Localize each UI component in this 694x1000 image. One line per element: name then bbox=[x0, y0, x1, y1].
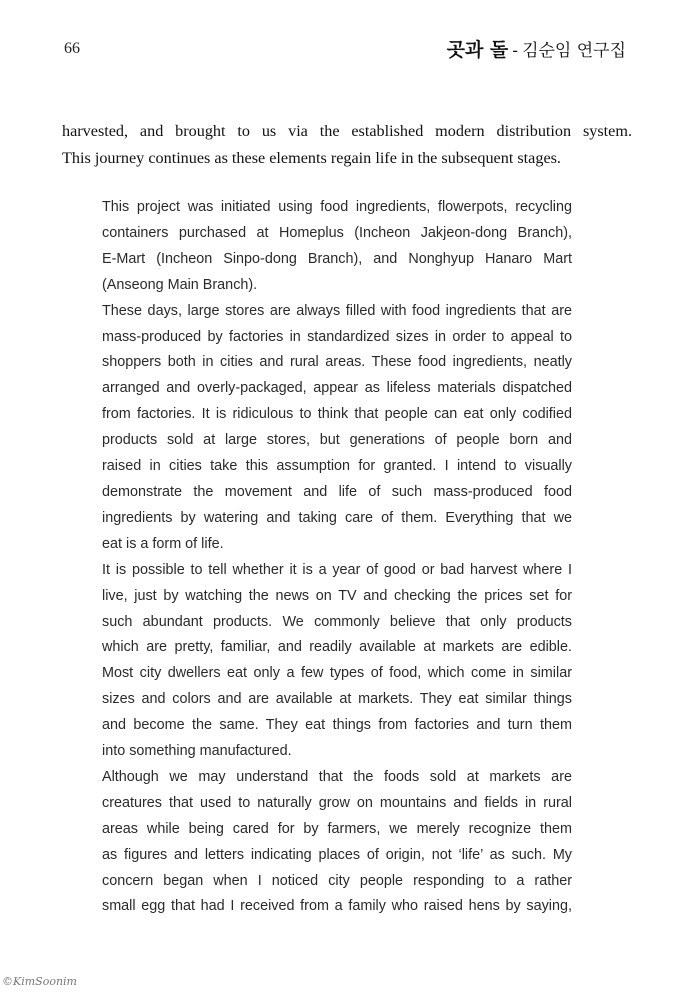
body-line: arranged and overly-packaged, appear as lifeless materials dispatched bbox=[102, 380, 572, 397]
body-line: which are pretty, familiar, and readily available at markets are edible. bbox=[102, 639, 572, 656]
body-line: containers purchased at Homeplus (Incheon Jakjeon-dong Branch), bbox=[102, 224, 572, 241]
body-line: mass-produced by factories in standardized sizes in order to appeal to bbox=[102, 328, 572, 345]
body-line: These days, large stores are always filled with food ingredients that are bbox=[102, 302, 572, 319]
body-line: concern began when I noticed city people responding to a rather bbox=[102, 872, 572, 889]
body-line: raised in cities take this assumption for granted. I intend to visually bbox=[102, 458, 572, 475]
body-line: creatures that used to naturally grow on mountains and fields in rural bbox=[102, 794, 572, 811]
body-line: products sold at large stores, but generations of people born and bbox=[102, 432, 572, 449]
lead-line: harvested, and brought to us via the established modern distribution system. bbox=[62, 122, 632, 140]
body-line: (Anseong Main Branch). bbox=[102, 276, 258, 293]
body-line: live, just by watching the news on TV and checking the prices set for bbox=[102, 587, 572, 604]
page-number: 66 bbox=[64, 40, 80, 57]
book-subtitle: 김순임 연구집 bbox=[522, 41, 626, 61]
body-line: ingredients by watering and taking care of them. Everything that we bbox=[102, 509, 572, 526]
lead-paragraph bbox=[62, 118, 632, 172]
body-line: such abundant products. We commonly believe that only products bbox=[102, 613, 572, 630]
body-line: areas while being cared for by farmers, we merely recognize them bbox=[102, 820, 572, 837]
body-text bbox=[102, 195, 572, 920]
body-line: Most city dwellers eat only a few types of food, which come in similar bbox=[102, 665, 572, 682]
body-line: small egg that had I received from a family who raised hens by saying, bbox=[102, 898, 572, 915]
body-line: shoppers both in cities and rural areas. These food ingredients, neatly bbox=[102, 354, 572, 371]
book-title: 곳과 돌 bbox=[446, 39, 509, 61]
body-line: demonstrate the movement and life of such mass-produced food bbox=[102, 483, 572, 500]
running-head bbox=[447, 35, 626, 62]
body-line: Although we may understand that the foods sold at markets are bbox=[102, 768, 572, 785]
body-line: sizes and colors and are available at markets. They eat similar things bbox=[102, 691, 572, 708]
lead-line: This journey continues as these elements regain life in the subsequent stages. bbox=[62, 149, 561, 167]
copyright-watermark: ©KimSoonim bbox=[2, 975, 77, 988]
body-line: and become the same. They eat things from factories and turn them bbox=[102, 717, 572, 734]
body-line: into something manufactured. bbox=[102, 743, 292, 760]
body-line: This project was initiated using food ingredients, flowerpots, recycling bbox=[102, 199, 572, 215]
body-line: It is possible to tell whether it is a year of good or bad harvest where I bbox=[102, 561, 572, 578]
body-line: as figures and letters indicating places of origin, not ‘life’ as such. My bbox=[102, 846, 572, 863]
body-line: E-Mart (Incheon Sinpo-dong Branch), and Nonghyup Hanaro Mart bbox=[102, 250, 572, 267]
body-line: eat is a form of life. bbox=[102, 535, 224, 552]
running-head-separator: - bbox=[512, 41, 519, 60]
body-line: from factories. It is ridiculous to think that people can eat only codified bbox=[102, 406, 572, 423]
